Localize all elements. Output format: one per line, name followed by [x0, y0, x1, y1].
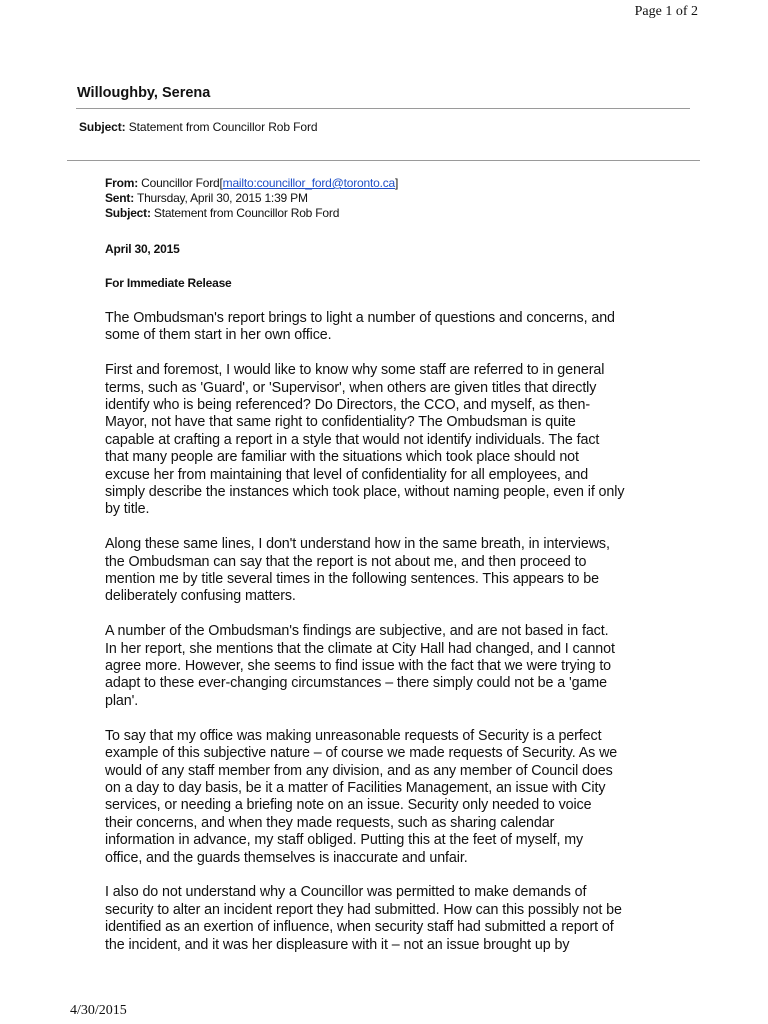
text-line: First and foremost, I would like to know why some staff are referred to in general: [105, 362, 605, 379]
text-line: identified as an exertion of influence, when security staff had submitted a report of: [105, 919, 614, 936]
subject-label: Subject:: [105, 206, 151, 220]
text-line: plan'.: [105, 692, 139, 709]
subject-value: Statement from Councillor Rob Ford: [153, 206, 340, 220]
mailbox-name: Willoughby, Serena: [77, 85, 211, 101]
text-line: example of this subjective nature – of course we made requests of Security. As we: [105, 745, 618, 762]
text-line: by title.: [105, 501, 150, 518]
text-line: terms, such as 'Guard', or 'Supervisor', when others are given titles that directly: [105, 379, 597, 396]
text-line: on a day to day basis, be it a matter of Facilities Management, an issue with City: [105, 779, 606, 796]
text-line: capable at crafting a report in a style that would not identify individuals. The fact: [105, 431, 600, 448]
text-line: their concerns, and when they made requests, such as sharing calendar: [105, 814, 555, 831]
text-line: some of them start in her own office.: [105, 327, 332, 344]
text-line: simply describe the instances which took place, without naming people, even if only: [105, 484, 625, 501]
text-line: the Ombudsman can say that the report is not about me, and then proceed to: [105, 553, 587, 570]
text-line: office, and the guards themselves is inaccurate and unfair.: [105, 849, 468, 866]
text-line: identify who is being referenced? Do Directors, the CCO, and myself, as then-: [105, 397, 590, 414]
paragraph-5: [105, 728, 680, 867]
text-line: excuse her from maintaining that level of confidentiality for all employees, and: [105, 466, 589, 483]
from-row: [105, 176, 398, 191]
from-email-link[interactable]: mailto:councillor_ford@toronto.ca: [222, 176, 395, 190]
text-line: information in advance, my staff obliged. Putting this at the feet of myself, my: [105, 832, 584, 849]
footer-date: 4/30/2015: [70, 1003, 127, 1018]
sent-row: [105, 191, 398, 206]
release-date: April 30, 2015: [105, 242, 180, 256]
message-metadata: [105, 176, 398, 221]
text-line: mention me by title several times in the following sentences. This appears to be: [105, 571, 599, 588]
from-label: From:: [105, 176, 138, 190]
text-line: would of any staff member from any division, and as any member of Council does: [105, 762, 613, 779]
subject-row: [105, 206, 398, 221]
statement-body: [105, 310, 680, 971]
text-line: A number of the Ombudsman's findings are subjective, and are not based in fact.: [105, 623, 609, 640]
header-subject: [79, 120, 317, 134]
paragraph-6: [105, 884, 680, 954]
header-subject-value: Statement from Councillor Rob Ford: [128, 120, 318, 134]
text-line: Mayor, not have that same right to confidentiality? The Ombudsman is quite: [105, 414, 576, 431]
text-line: adapt to these ever-changing circumstances – there simply could not be a 'game: [105, 675, 607, 692]
text-line: In her report, she mentions that the climate at City Hall had changed, and I cannot: [105, 640, 615, 657]
sent-label: Sent:: [105, 191, 135, 205]
from-name: Councillor Ford: [141, 176, 220, 190]
header-subject-label: Subject:: [79, 120, 126, 134]
paragraph-1: [105, 310, 680, 345]
text-line: deliberately confusing matters.: [105, 588, 296, 605]
text-line: The Ombudsman's report brings to light a number of questions and concerns, and: [105, 310, 615, 326]
release-heading: For Immediate Release: [105, 276, 232, 290]
text-line: that many people are familiar with the situations which took place should not: [105, 449, 579, 466]
sent-value: Thursday, April 30, 2015 1:39 PM: [136, 191, 308, 205]
header-divider: [76, 108, 690, 109]
text-line: the incident, and it was her displeasure with it – not an issue brought up by: [105, 936, 570, 953]
message-divider: [67, 160, 700, 161]
text-line: Along these same lines, I don't understand how in the same breath, in interviews,: [105, 536, 610, 553]
paragraph-2: [105, 362, 680, 519]
from-email-close-bracket: ]: [395, 176, 399, 190]
text-line: security to alter an incident report they had submitted. How can this possibly not be: [105, 901, 622, 918]
paragraph-4: [105, 623, 680, 710]
paragraph-3: [105, 536, 680, 606]
text-line: I also do not understand why a Councillor was permitted to make demands of: [105, 884, 587, 901]
text-line: agree more. However, she seems to find issue with the fact that we were trying to: [105, 658, 612, 675]
from-email-open-bracket: [: [219, 176, 223, 190]
page-number: Page 1 of 2: [634, 4, 698, 19]
text-line: To say that my office was making unreasonable requests of Security is a perfect: [105, 727, 602, 744]
text-line: services, or needing a briefing note on an issue. Security only needed to voice: [105, 797, 592, 814]
